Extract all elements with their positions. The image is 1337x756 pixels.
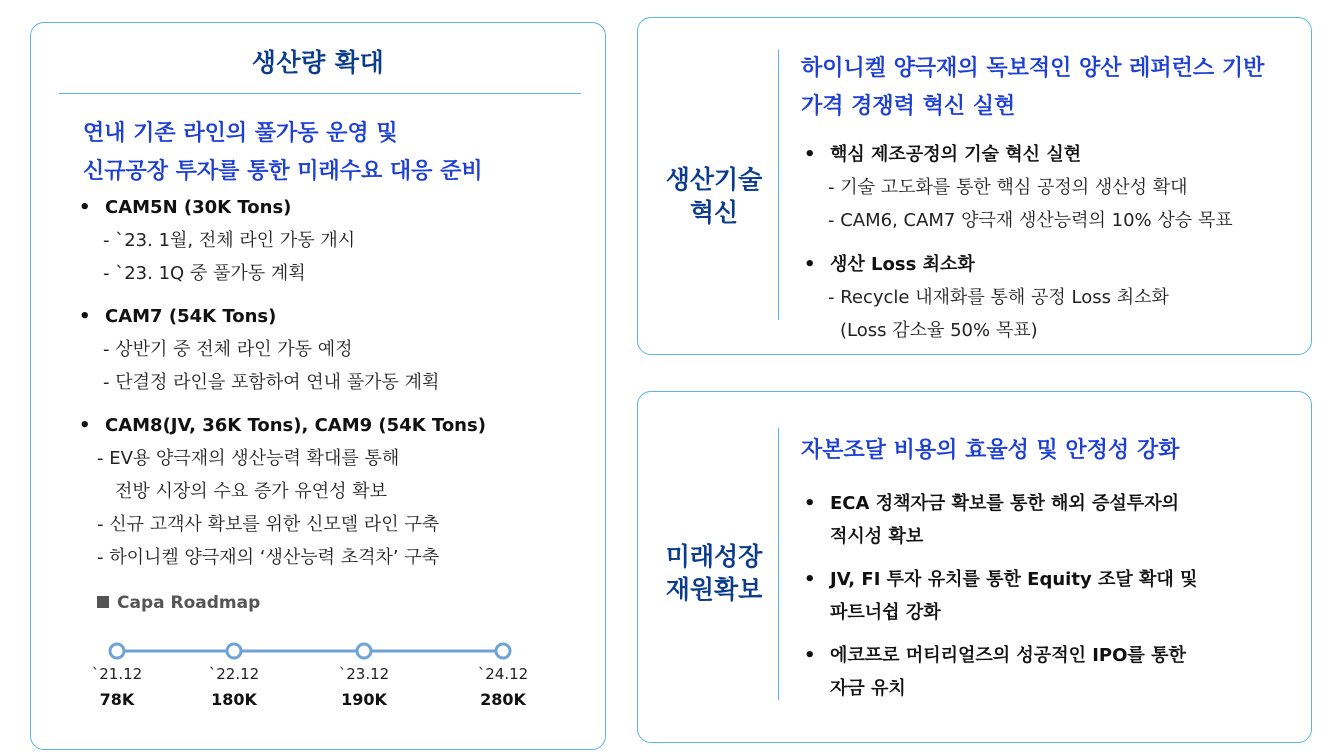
roadmap-milestone-dot bbox=[496, 644, 510, 658]
sub-item: - `23. 1월, 전체 라인 가동 개시 bbox=[103, 230, 356, 251]
roadmap-milestone-dot bbox=[227, 644, 241, 658]
headline-line-1: 연내 기존 라인의 풀가동 운영 및 bbox=[83, 121, 398, 146]
headline-line-2: 가격 경쟁력 혁신 실현 bbox=[801, 94, 1016, 119]
bullet-item: • 생산 Loss 최소화 bbox=[804, 248, 1169, 281]
sub-item-continuation: 전방 시장의 수요 증가 유연성 확보 bbox=[115, 481, 388, 502]
side-label-line: 재원확보 bbox=[665, 575, 763, 604]
bullet-continuation: 파트너쉽 강화 bbox=[830, 602, 941, 623]
bullet-item: • ECA 정책자금 확보를 통한 해외 증설투자의 bbox=[804, 487, 1179, 520]
sub-item: - 단결정 라인을 포함하여 연내 풀가동 계획 bbox=[103, 372, 440, 393]
roadmap-capa-value: 180K bbox=[211, 690, 257, 709]
roadmap-title-text: Capa Roadmap bbox=[117, 593, 261, 613]
sub-item: - 하이니켈 양극재의 ‘생산능력 초격차’ 구축 bbox=[97, 547, 440, 568]
vertical-divider bbox=[778, 50, 779, 320]
bullet-item: • 핵심 제조공정의 기술 혁신 실현 bbox=[804, 138, 1233, 171]
headline-line-2: 신규공장 투자를 통한 미래수요 대응 준비 bbox=[83, 159, 483, 184]
vertical-divider bbox=[778, 428, 779, 700]
bullet-item: • JV, FI 투자 유치를 통한 Equity 조달 확대 및 bbox=[804, 563, 1197, 596]
capa-roadmap-timeline bbox=[31, 623, 607, 733]
side-label bbox=[650, 540, 778, 606]
roadmap-capa-value: 280K bbox=[480, 690, 526, 709]
future-bullet-3 bbox=[804, 639, 1186, 705]
card-title: 생산량 확대 bbox=[251, 48, 385, 77]
future-funding-card bbox=[637, 391, 1312, 743]
production-tech-card bbox=[637, 17, 1312, 355]
square-marker-icon bbox=[97, 596, 109, 608]
roadmap-milestone-dot bbox=[357, 644, 371, 658]
side-label-line: 혁신 bbox=[689, 198, 739, 227]
roadmap-capa-value: 78K bbox=[99, 690, 135, 709]
cam7-block bbox=[79, 300, 439, 399]
future-bullet-2 bbox=[804, 563, 1197, 629]
bullet-cam7: • CAM7 (54K Tons) bbox=[79, 300, 439, 333]
roadmap-period-label: `23.12 bbox=[338, 665, 390, 683]
roadmap-capa-value: 190K bbox=[341, 690, 387, 709]
sub-item: - CAM6, CAM7 양극재 생산능력의 10% 상승 목표 bbox=[828, 210, 1233, 231]
sub-item-continuation: (Loss 감소율 50% 목표) bbox=[840, 320, 1038, 341]
roadmap-title bbox=[97, 593, 260, 613]
roadmap-period-label: `22.12 bbox=[208, 665, 260, 683]
card-headline: 자본조달 비용의 효율성 및 안정성 강화 bbox=[801, 438, 1180, 463]
card-headline bbox=[83, 115, 483, 191]
sub-item: - 상반기 중 전체 라인 가동 예정 bbox=[103, 339, 353, 360]
bullet-cam89: • CAM8(JV, 36K Tons), CAM9 (54K Tons) bbox=[79, 409, 486, 442]
cam89-block bbox=[79, 409, 486, 574]
roadmap-period-label: `21.12 bbox=[91, 665, 143, 683]
bullet-continuation: 적시성 확보 bbox=[830, 526, 924, 547]
tech-bullet-1 bbox=[804, 138, 1233, 237]
side-label-line: 미래성장 bbox=[665, 542, 763, 571]
side-label-line: 생산기술 bbox=[665, 165, 763, 194]
headline-line-1: 하이니켈 양극재의 독보적인 양산 레퍼런스 기반 bbox=[801, 56, 1265, 81]
bullet-item: • 에코프로 머티리얼즈의 성공적인 IPO를 통한 bbox=[804, 639, 1186, 672]
tech-bullet-2 bbox=[804, 248, 1169, 347]
future-bullet-1 bbox=[804, 487, 1179, 553]
sub-item: - Recycle 내재화를 통해 공정 Loss 최소화 bbox=[828, 287, 1169, 308]
roadmap-period-label: `24.12 bbox=[477, 665, 529, 683]
bullet-continuation: 자금 유치 bbox=[830, 678, 906, 699]
card-headline bbox=[801, 50, 1264, 126]
roadmap-milestone-dot bbox=[110, 644, 124, 658]
cam5n-block bbox=[79, 191, 355, 290]
sub-item: - 기술 고도화를 통한 핵심 공정의 생산성 확대 bbox=[828, 177, 1188, 198]
side-label bbox=[650, 163, 778, 229]
bullet-cam5n: • CAM5N (30K Tons) bbox=[79, 191, 355, 224]
sub-item: - `23. 1Q 중 풀가동 계획 bbox=[103, 263, 306, 284]
title-divider bbox=[59, 93, 581, 94]
production-expansion-card bbox=[30, 22, 606, 750]
sub-item: - EV용 양극재의 생산능력 확대를 통해 bbox=[97, 448, 400, 469]
sub-item: - 신규 고객사 확보를 위한 신모델 라인 구축 bbox=[97, 514, 440, 535]
